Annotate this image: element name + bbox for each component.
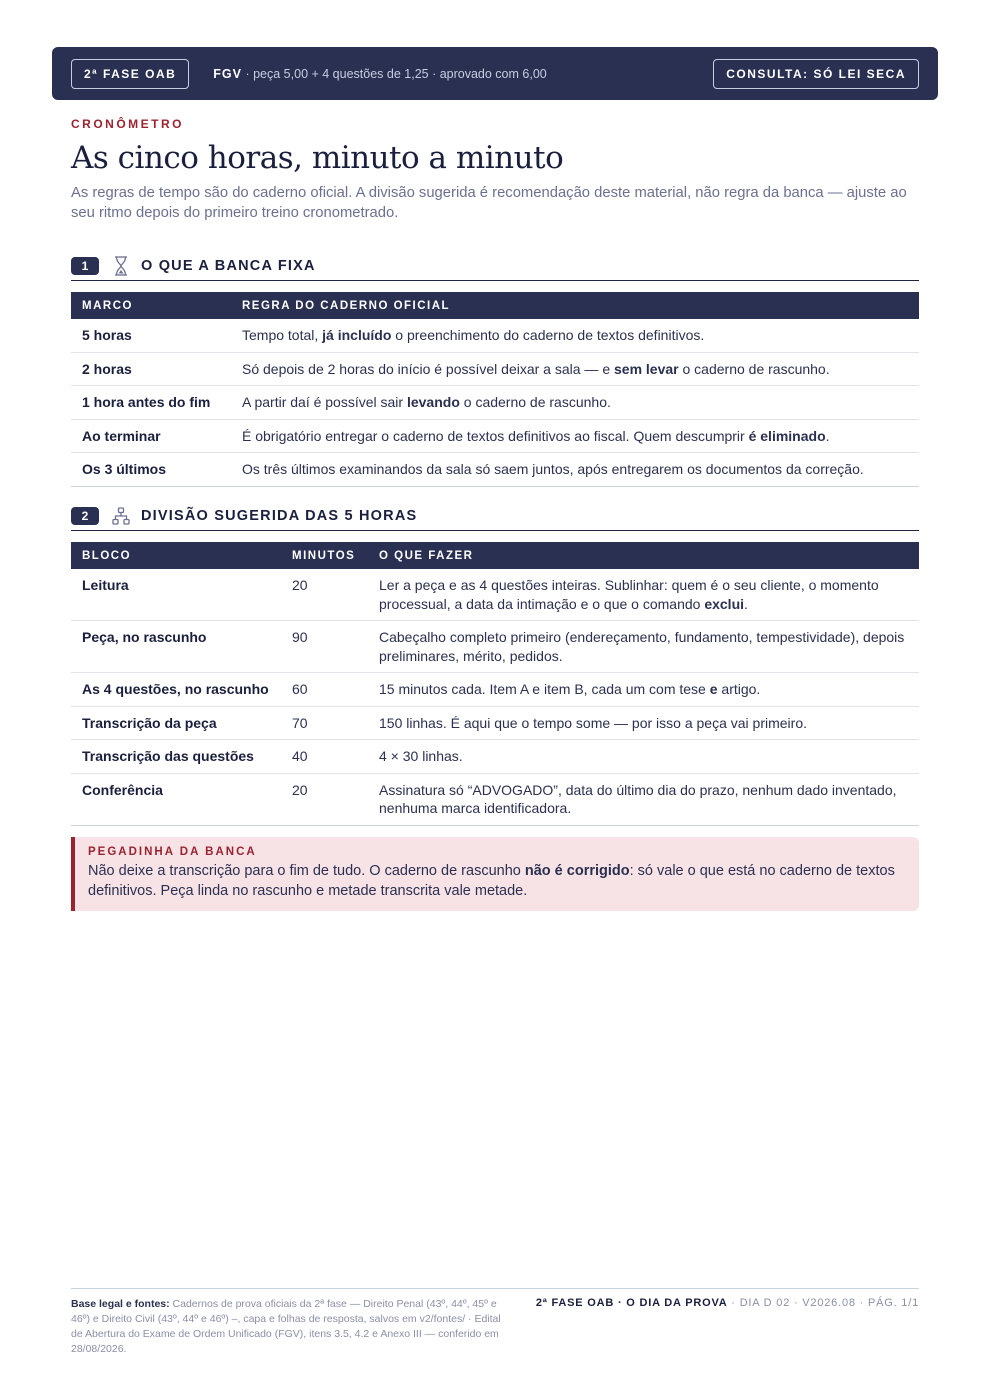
minutes-cell: 90 bbox=[281, 621, 368, 673]
block-cell: Transcrição das questões bbox=[71, 740, 281, 774]
text-run: É obrigatório entregar o caderno de textos definitivos ao fiscal. Quem descumprir bbox=[242, 427, 749, 444]
warning-callout bbox=[71, 837, 919, 911]
section-number: 2 bbox=[71, 507, 99, 525]
column-header: MINUTOS bbox=[281, 542, 368, 569]
milestone-cell: 1 hora antes do fim bbox=[71, 386, 231, 420]
rule-cell bbox=[231, 453, 919, 487]
emphasis: sem levar bbox=[614, 360, 679, 377]
text-run: Só depois de 2 horas do início é possível deixar a sala — e bbox=[242, 360, 614, 377]
sources-label: Base legal e fontes: bbox=[71, 1298, 170, 1310]
text-run: Não deixe a transcrição para o fim de tudo. O caderno de rascunho bbox=[88, 863, 525, 879]
task-cell bbox=[368, 740, 919, 774]
emphasis: não é corrigido bbox=[524, 863, 630, 879]
task-cell bbox=[368, 706, 919, 740]
schedule-table bbox=[71, 542, 919, 826]
doc-title: 2ª FASE OAB · O DIA DA PROVA bbox=[535, 1297, 728, 1309]
table-row bbox=[71, 386, 919, 420]
table-row bbox=[71, 706, 919, 740]
text-run: 150 linhas. É aqui que o tempo some — por isso a peça vai primeiro. bbox=[379, 714, 808, 731]
section-banca-fixa bbox=[71, 253, 919, 487]
section-title: O QUE A BANCA FIXA bbox=[141, 257, 316, 274]
footer bbox=[71, 1288, 919, 1357]
rule-cell bbox=[231, 319, 919, 352]
text-run: Tempo total, bbox=[242, 327, 323, 343]
minutes-cell: 70 bbox=[281, 706, 368, 740]
kicker: CRONÔMETRO bbox=[71, 117, 184, 131]
table-row bbox=[71, 453, 919, 487]
text-run: artigo. bbox=[717, 681, 761, 697]
text-run: Cabeçalho completo primeiro (endereçamento, fundamento, tempestividade), depois preliminares, mérito, pedidos. bbox=[379, 629, 905, 664]
text-run: A partir daí é possível sair bbox=[242, 394, 407, 410]
milestone-cell: 2 horas bbox=[71, 352, 231, 386]
page-title: As cinco horas, minuto a minuto bbox=[71, 140, 564, 176]
emphasis: exclui bbox=[704, 595, 745, 612]
section-divisao-sugerida bbox=[71, 503, 919, 826]
top-bar bbox=[52, 47, 938, 100]
text-run: Assinatura só “ADVOGADO”, data do último dia do prazo, nenhum dado inventado, nenhuma marca identificadora. bbox=[379, 781, 897, 816]
table-row bbox=[71, 352, 919, 386]
flowchart-icon bbox=[111, 506, 131, 526]
text-run: o preenchimento do caderno de textos definitivos. bbox=[391, 327, 705, 343]
rules-table bbox=[71, 292, 919, 487]
section-header bbox=[71, 253, 919, 281]
table-row bbox=[71, 740, 919, 774]
table-row bbox=[71, 419, 919, 453]
block-cell: Leitura bbox=[71, 569, 281, 621]
text-run: : só vale o que está no caderno de textos definitivos. Peça linda no rascunho e metade transcrita vale metade. bbox=[88, 863, 895, 899]
text-run: . bbox=[744, 595, 748, 612]
text-run: o caderno de rascunho. bbox=[459, 394, 611, 410]
block-cell: Transcrição da peça bbox=[71, 706, 281, 740]
section-number: 1 bbox=[71, 257, 99, 275]
exam-org: FGV bbox=[213, 66, 242, 81]
sources-text: Cadernos de prova oficiais da 2ª fase — Direito Penal (43º, 44º, 45º e 46º) e Direito Civil (43º, 44º e 46º) –, capa e folhas de resposta, salvos em v2/fontes/ · Edital de Abertura do Exame de Ordem Unificado (FGV), itens 3.5, 4.2 e Anexo III — conferido em 28/08/2026. bbox=[71, 1298, 501, 1355]
emphasis: já incluído bbox=[322, 327, 392, 343]
rule-cell bbox=[231, 386, 919, 420]
footer-sources bbox=[71, 1297, 511, 1357]
section-title: DIVISÃO SUGERIDA DAS 5 HORAS bbox=[141, 507, 418, 524]
text-run: 4 × 30 linhas. bbox=[379, 748, 463, 764]
rule-cell bbox=[231, 352, 919, 386]
block-cell: Peça, no rascunho bbox=[71, 621, 281, 673]
callout-label: PEGADINHA DA BANCA bbox=[88, 846, 257, 858]
table-row bbox=[71, 773, 919, 825]
task-cell bbox=[368, 773, 919, 825]
column-header: O QUE FAZER bbox=[368, 542, 919, 569]
callout-text bbox=[88, 861, 905, 901]
milestone-cell: Ao terminar bbox=[71, 419, 231, 453]
consult-badge: CONSULTA: SÓ LEI SECA bbox=[713, 59, 919, 89]
table-row bbox=[71, 673, 919, 707]
text-run: 15 minutos cada. Item A e item B, cada um com tese bbox=[379, 681, 710, 697]
exam-info bbox=[213, 67, 713, 81]
emphasis: e bbox=[709, 681, 718, 697]
footer-doc-info bbox=[536, 1297, 919, 1357]
lede: As regras de tempo são do caderno oficial. A divisão sugerida é recomendação deste material, não regra da banca — ajuste ao seu ritmo depois do primeiro treino cronometrado. bbox=[71, 185, 907, 221]
block-cell: Conferência bbox=[71, 773, 281, 825]
task-cell bbox=[368, 621, 919, 673]
hourglass-icon bbox=[111, 256, 131, 276]
text-run: . bbox=[825, 427, 830, 444]
block-cell: As 4 questões, no rascunho bbox=[71, 673, 281, 707]
task-cell bbox=[368, 569, 919, 621]
milestone-cell: 5 horas bbox=[71, 319, 231, 352]
section-header bbox=[71, 503, 919, 531]
minutes-cell: 20 bbox=[281, 773, 368, 825]
minutes-cell: 60 bbox=[281, 673, 368, 707]
table-row bbox=[71, 569, 919, 621]
milestone-cell: Os 3 últimos bbox=[71, 453, 231, 487]
table-row bbox=[71, 319, 919, 352]
text-run: Os três últimos examinandos da sala só saem juntos, após entregarem os documentos da correção. bbox=[242, 461, 864, 477]
emphasis: é eliminado bbox=[748, 427, 826, 444]
doc-meta: · DIA D 02 · V2026.08 · PÁG. 1/1 bbox=[727, 1297, 919, 1309]
column-header: REGRA DO CADERNO OFICIAL bbox=[231, 292, 919, 319]
text-run: o caderno de rascunho. bbox=[678, 360, 830, 377]
column-header: BLOCO bbox=[71, 542, 281, 569]
text-run: Ler a peça e as 4 questões inteiras. Sublinhar: quem é o seu cliente, o momento processual, a data da intimação e o que o comando bbox=[379, 577, 879, 612]
task-cell bbox=[368, 673, 919, 707]
minutes-cell: 20 bbox=[281, 569, 368, 621]
emphasis: levando bbox=[406, 394, 460, 410]
exam-scoring: · peça 5,00 + 4 questões de 1,25 · aprovado com 6,00 bbox=[242, 66, 547, 81]
exam-badge: 2ª FASE OAB bbox=[71, 59, 189, 89]
rule-cell bbox=[231, 419, 919, 453]
column-header: MARCO bbox=[71, 292, 231, 319]
table-row bbox=[71, 621, 919, 673]
minutes-cell: 40 bbox=[281, 740, 368, 774]
